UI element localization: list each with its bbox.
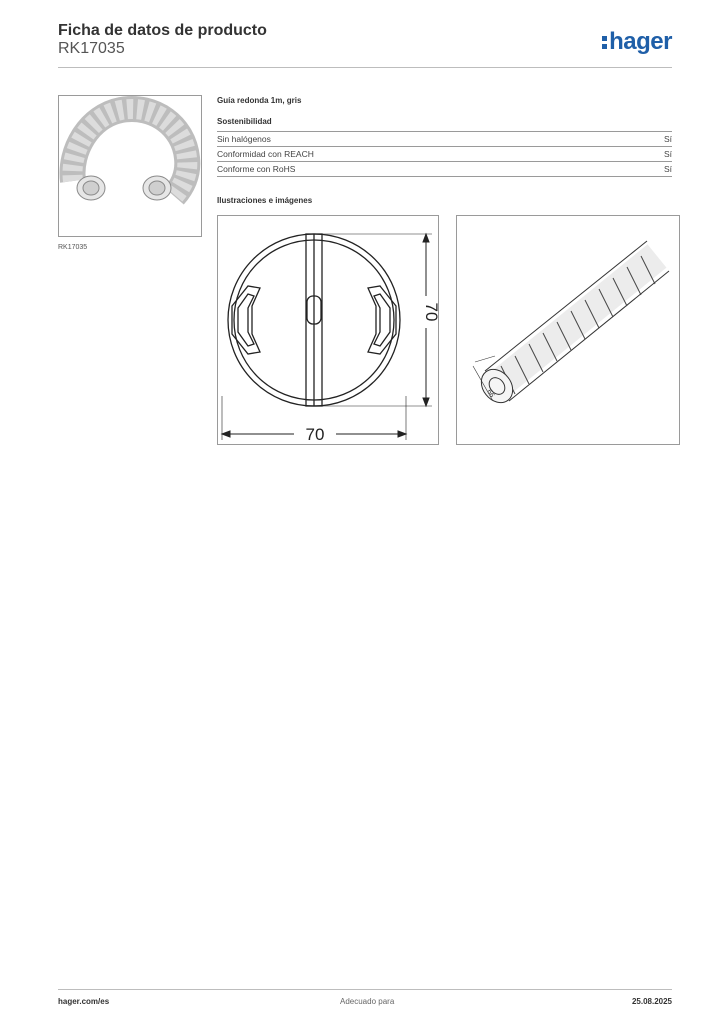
table-row <box>217 147 672 162</box>
thumbnail-caption: RK17035 <box>58 244 88 251</box>
row-value: Sí <box>637 132 672 147</box>
hager-logo[interactable] <box>602 28 672 56</box>
table-row <box>217 162 672 177</box>
cross-section-svg <box>218 216 441 444</box>
footer-divider <box>58 989 672 990</box>
product-name: Guía redonda 1m, gris <box>217 96 302 105</box>
illustrations-heading: Ilustraciones e imágenes <box>217 196 313 205</box>
row-value: Sí <box>637 147 672 162</box>
isometric-drawing[interactable] <box>456 215 680 445</box>
row-value: Sí <box>637 162 672 177</box>
dim-height-label: 70 <box>422 302 441 322</box>
dim-width-label: 70 <box>305 425 325 444</box>
table-row <box>217 132 672 147</box>
spiral-cable-guide-image <box>59 96 201 236</box>
sustainability-heading: Sostenibilidad <box>217 117 272 126</box>
page-title: Ficha de datos de producto <box>58 22 267 39</box>
product-code: RK17035 <box>58 40 125 57</box>
row-label: Conforme con RoHS <box>217 162 637 177</box>
sustainability-table <box>217 131 672 177</box>
footer-date: 25.08.2025 <box>631 997 672 1006</box>
product-thumbnail[interactable] <box>58 95 202 237</box>
header-divider <box>58 67 672 68</box>
row-label: Conformidad con REACH <box>217 147 637 162</box>
cross-section-drawing[interactable] <box>217 215 439 445</box>
dim-diameter-label: 66 <box>485 388 496 399</box>
footer-suitable-for: Adecuado para <box>340 997 395 1006</box>
row-label: Sin halógenos <box>217 132 637 147</box>
footer-website-link[interactable]: hager.com/es <box>58 997 110 1006</box>
logo-text: hager <box>609 28 672 55</box>
logo-dots-icon <box>602 33 607 52</box>
isometric-svg <box>457 216 679 444</box>
